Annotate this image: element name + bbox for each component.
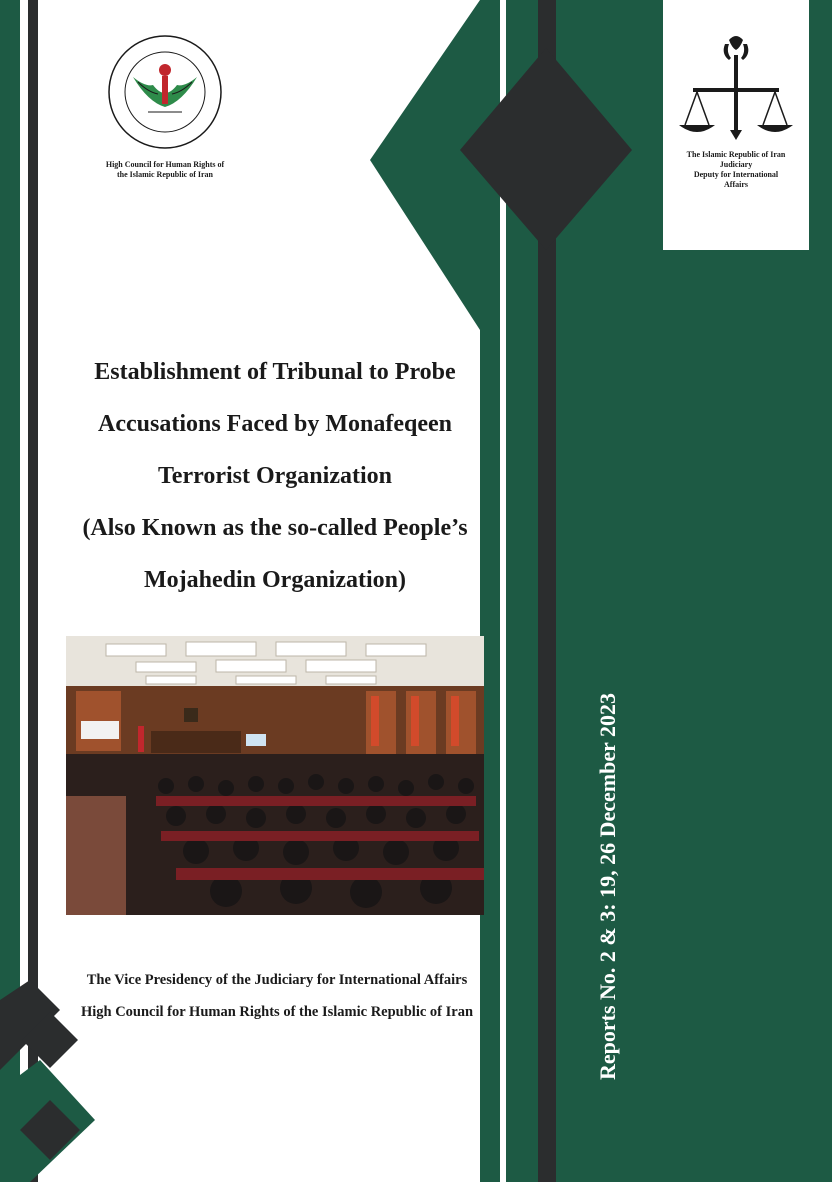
high-council-caption-line1: High Council for Human Rights of [105,160,225,169]
top-diamond-decoration [370,0,670,330]
footer-line-1: The Vice Presidency of the Judiciary for International Affairs [86,972,468,988]
document-title [40,346,510,606]
title-line-5: Mojahedin Organization) [144,567,406,593]
high-council-caption-line2: the Islamic Republic of Iran [117,170,213,179]
report-number-date-label: Reports No. 2 & 3: 19, 26 December 2023 [595,693,620,1080]
scales-of-justice-icon [663,30,809,170]
high-council-emblem-icon [98,32,232,152]
footer-line-2: High Council for Human Rights of the Islamic Republic of Iran [80,1004,474,1020]
title-line-3: Terrorist Organization [158,463,392,489]
judiciary-caption-line4: Affairs [724,180,748,189]
title-line-4: (Also Known as the so-called People’s [82,515,468,541]
judiciary-caption-line3: Deputy for International [693,170,779,179]
high-council-ring-text [94,36,236,37]
judiciary-caption-line2: Judiciary [719,160,753,169]
judiciary-logo-card [663,0,809,250]
courtroom-photo [66,636,484,915]
title-line-2: Accusations Faced by Monafeqeen [98,411,452,437]
bottom-left-diamond-decoration [0,980,110,1182]
judiciary-caption-line1: The Islamic Republic of Iran [686,150,786,159]
title-line-1: Establishment of Tribunal to Probe [94,359,456,385]
